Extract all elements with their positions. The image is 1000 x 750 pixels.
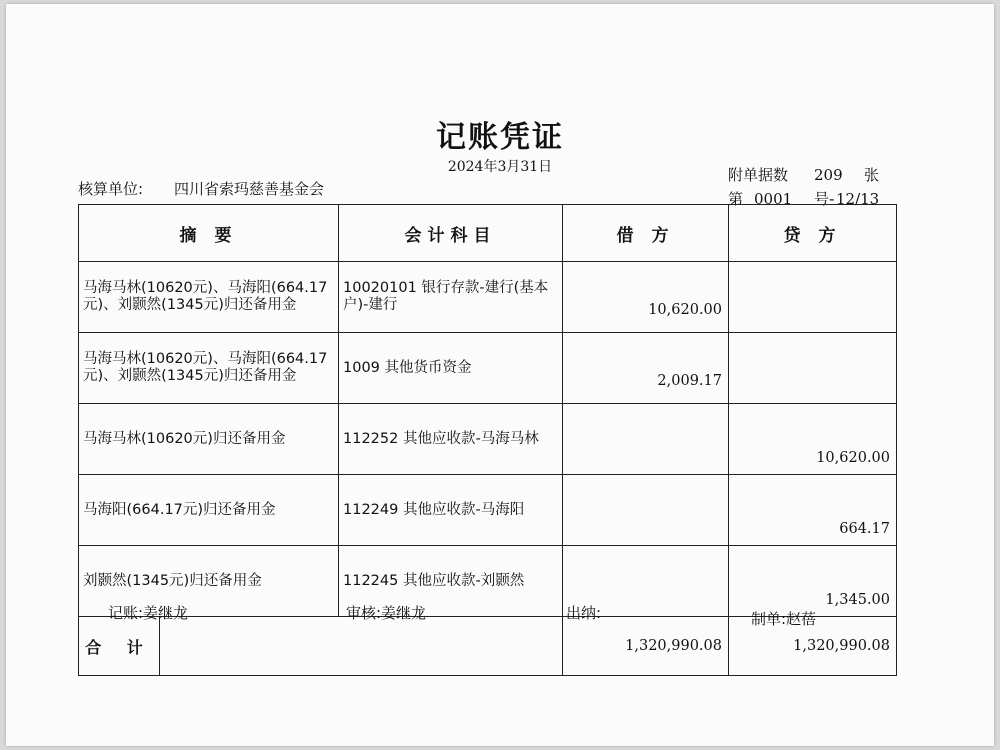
header-account: 会计科目: [339, 205, 563, 262]
header-credit: 贷 方: [729, 205, 897, 262]
bookkeeper-signature: 记账:姜继龙: [108, 604, 189, 622]
row-credit: 664.17: [729, 475, 897, 546]
voucher-no-prefix: 第: [728, 190, 744, 208]
row-debit: [563, 404, 729, 475]
voucher-no-suffix: 号-: [814, 190, 835, 208]
preparer-signature: 制单:赵蓓: [751, 610, 817, 628]
row-account: 112252 其他应收款-马海马林: [339, 404, 563, 475]
header-summary: 摘 要: [79, 205, 339, 262]
table-row: [79, 546, 897, 617]
voucher-date: 2024年3月31日: [447, 159, 553, 175]
table-row: [79, 333, 897, 404]
voucher-paper: [6, 4, 994, 746]
total-credit: 1,320,990.08: [729, 617, 897, 676]
attachment-unit: 张: [864, 166, 880, 184]
total-label-cell: [79, 617, 563, 676]
table-row: [79, 404, 897, 475]
voucher-title: 记账凭证: [436, 120, 564, 155]
row-summary: 刘颢然(1345元)归还备用金: [79, 546, 339, 617]
unit-label: 核算单位:: [78, 180, 144, 198]
row-account: 1009 其他货币资金: [339, 333, 563, 404]
row-debit: 2,009.17: [563, 333, 729, 404]
row-summary: 马海阳(664.17元)归还备用金: [79, 475, 339, 546]
row-account: 10020101 银行存款-建行(基本户)-建行: [339, 262, 563, 333]
table-header-row: [79, 205, 897, 262]
table-row: [79, 262, 897, 333]
header-debit: 借 方: [563, 205, 729, 262]
row-credit: [729, 262, 897, 333]
total-label: 合 计: [79, 617, 160, 675]
cashier-signature: 出纳:: [566, 604, 602, 622]
attachment-label: 附单据数: [728, 166, 789, 184]
row-debit: [563, 475, 729, 546]
row-account: 112249 其他应收款-马海阳: [339, 475, 563, 546]
row-credit: 1,345.00: [729, 546, 897, 617]
attachment-count: [728, 164, 879, 185]
attachment-number: 209: [814, 166, 843, 184]
row-summary: 马海马林(10620元)、马海阳(664.17元)、刘颢然(1345元)归还备用金: [79, 262, 339, 333]
row-account: 112245 其他应收款-刘颢然: [339, 546, 563, 617]
table-row: [79, 475, 897, 546]
row-summary: 马海马林(10620元)归还备用金: [79, 404, 339, 475]
voucher-no-value: 0001: [754, 190, 793, 208]
row-credit: [729, 333, 897, 404]
row-summary: 马海马林(10620元)、马海阳(664.17元)、刘颢然(1345元)归还备用金: [79, 333, 339, 404]
voucher-table: [78, 204, 897, 676]
row-credit: 10,620.00: [729, 404, 897, 475]
unit-value: 四川省索玛慈善基金会: [174, 180, 325, 198]
row-debit: 10,620.00: [563, 262, 729, 333]
total-debit: 1,320,990.08: [563, 617, 729, 676]
reviewer-signature: 审核:姜继龙: [346, 604, 427, 622]
voucher-page: 12/13: [836, 190, 880, 208]
